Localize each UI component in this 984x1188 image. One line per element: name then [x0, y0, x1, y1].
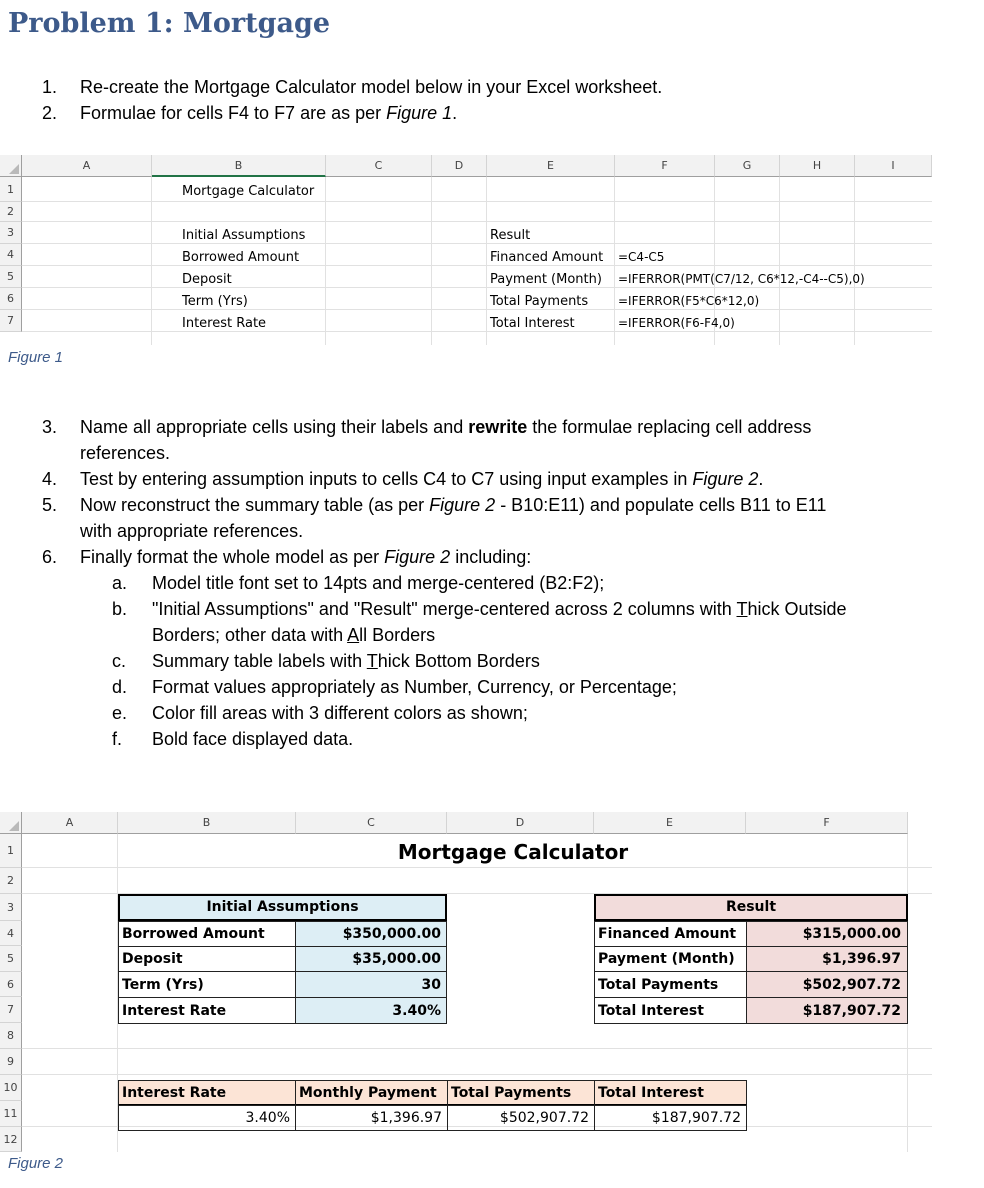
substep-text: Bold face displayed data. [152, 729, 354, 749]
step-item [42, 492, 942, 544]
summary-monthly-payment-label[interactable]: Monthly Payment [299, 1085, 437, 1101]
substep-text: Summary table labels with [152, 651, 367, 671]
gridline [779, 177, 780, 345]
col-header[interactable]: A [22, 812, 118, 834]
col-header[interactable]: D [432, 155, 487, 177]
step-text: Formulae for cells F4 to F7 are as per [80, 103, 387, 123]
steps-list-a [42, 74, 662, 126]
substep-letter: b. [112, 599, 128, 619]
term-value[interactable]: 30 [421, 977, 441, 993]
step-number: 1. [42, 77, 58, 97]
step-text-line2: references. [80, 443, 171, 463]
interest-rate-value[interactable]: 3.40% [392, 1003, 441, 1019]
col-header[interactable]: F [615, 155, 715, 177]
gridline [22, 331, 932, 332]
summary-monthly-payment-value[interactable]: $1,396.97 [370, 1110, 442, 1126]
substep-letter: e. [112, 703, 128, 723]
substep-item [112, 726, 942, 752]
substep-letter: a. [112, 573, 128, 593]
row-header[interactable]: 2 [0, 868, 22, 894]
cell-e4[interactable]: Financed Amount [490, 250, 604, 265]
step-text-end: . [452, 103, 458, 123]
step-text-end: . [758, 469, 764, 489]
step-number: 5. [42, 495, 58, 515]
substep-item [112, 700, 942, 726]
cell-e5[interactable]: Payment (Month) [490, 272, 602, 287]
substep-item [112, 570, 942, 596]
step-number: 3. [42, 417, 58, 437]
page-title: Problem 1: Mortgage [8, 8, 330, 39]
substep-item [112, 596, 942, 648]
step-text: Name all appropriate cells using their labels and [80, 417, 469, 437]
deposit-value[interactable]: $35,000.00 [352, 951, 441, 967]
step-item [42, 74, 662, 100]
underlined-letter: T [736, 599, 748, 619]
steps-list-b [42, 414, 942, 752]
substep-text: Format values appropriately as Number, Currency, or Percentage; [152, 677, 677, 697]
summary-total-interest-label[interactable]: Total Interest [598, 1085, 704, 1101]
figure-ref: Figure 2 [429, 495, 496, 515]
gridline [22, 867, 932, 868]
step-bold: rewrite [468, 417, 528, 437]
row-header[interactable]: 7 [0, 997, 22, 1023]
substep-text-end: ll Borders [359, 625, 436, 645]
col-header[interactable]: D [447, 812, 594, 834]
row-header[interactable]: 3 [0, 894, 22, 921]
substep-text: "Initial Assumptions" and "Result" merge-centered across 2 columns with [152, 599, 737, 619]
deposit-label[interactable]: Deposit [122, 951, 183, 967]
figure1-sheet [0, 155, 932, 345]
payment-month-value[interactable]: $1,396.97 [822, 951, 901, 967]
row-header[interactable]: 5 [0, 266, 22, 288]
cell-f5[interactable]: =IFERROR(PMT(C7/12, C6*12,-C4--C5),0) [618, 272, 865, 286]
gridline [22, 309, 932, 310]
figure1-caption: Figure 1 [8, 349, 64, 366]
col-header[interactable]: A [22, 155, 152, 177]
step-item [42, 100, 662, 126]
step-text: Finally format the whole model as per [80, 547, 385, 567]
col-header[interactable]: B [118, 812, 296, 834]
figure2-caption: Figure 2 [8, 1155, 64, 1172]
step-number: 4. [42, 469, 58, 489]
row-header[interactable]: 12 [0, 1127, 22, 1152]
cell-f7[interactable]: =IFERROR(F6-F4,0) [618, 316, 735, 330]
figure-ref: Figure 2 [384, 547, 451, 567]
financed-amount-label[interactable]: Financed Amount [598, 926, 737, 942]
gridline [22, 1048, 932, 1049]
gridline [22, 243, 932, 244]
summary-interest-rate-label[interactable]: Interest Rate [122, 1085, 227, 1101]
substep-item [112, 674, 942, 700]
col-header[interactable]: F [746, 812, 908, 834]
row-header[interactable]: 6 [0, 288, 22, 310]
row-header[interactable]: 1 [0, 177, 22, 202]
substeps-list [112, 570, 942, 752]
gridline [22, 201, 932, 202]
cell-f6[interactable]: =IFERROR(F5*C6*12,0) [618, 294, 760, 308]
cell-b3[interactable]: Initial Assumptions [182, 228, 306, 243]
total-payments-value[interactable]: $502,907.72 [802, 977, 901, 993]
step-item [42, 414, 942, 466]
summary-total-payments-label[interactable]: Total Payments [451, 1085, 572, 1101]
result-header[interactable]: Result [725, 899, 777, 915]
financed-amount-value[interactable]: $315,000.00 [802, 926, 901, 942]
col-header[interactable]: C [326, 155, 432, 177]
interest-rate-label[interactable]: Interest Rate [122, 1003, 227, 1019]
select-all-corner[interactable] [0, 812, 22, 834]
borrowed-amount-value[interactable]: $350,000.00 [342, 926, 441, 942]
underlined-letter: T [366, 651, 378, 671]
underlined-letter: A [347, 625, 360, 645]
gridline [22, 221, 932, 222]
summary-total-payments-value[interactable]: $502,907.72 [499, 1110, 589, 1126]
cell-b5[interactable]: Deposit [182, 272, 232, 287]
gridline [854, 177, 855, 345]
gridline [486, 177, 487, 345]
cell-e6[interactable]: Total Payments [490, 294, 589, 309]
step-item [42, 466, 942, 492]
gridline [325, 177, 326, 345]
row-header[interactable]: 3 [0, 222, 22, 244]
gridline [614, 177, 615, 345]
step-text-end: including: [450, 547, 532, 567]
substep-letter: c. [112, 651, 127, 671]
borrowed-amount-label[interactable]: Borrowed Amount [122, 926, 265, 942]
total-interest-label[interactable]: Total Interest [598, 1003, 704, 1019]
model-title[interactable]: Mortgage Calculator [397, 840, 629, 864]
gridline [22, 1074, 932, 1075]
step-text-end: the formulae replacing cell address [527, 417, 812, 437]
cell-e3[interactable]: Result [490, 228, 531, 243]
term-label[interactable]: Term (Yrs) [122, 977, 204, 993]
row-header[interactable]: 4 [0, 921, 22, 946]
gridline [151, 177, 152, 345]
row-header[interactable]: 1 [0, 834, 22, 868]
col-header[interactable]: B [152, 155, 326, 177]
step-text: Test by entering assumption inputs to cells C4 to C7 using input examples in [80, 469, 693, 489]
cell-b1[interactable]: Mortgage Calculator [182, 184, 315, 199]
substep-item [112, 648, 942, 674]
summary-total-interest-value[interactable]: $187,907.72 [651, 1110, 741, 1126]
col-header[interactable]: C [296, 812, 447, 834]
step-number: 6. [42, 547, 58, 567]
substep-letter: f. [112, 729, 123, 749]
col-header[interactable]: G [715, 155, 780, 177]
figure2-sheet [0, 812, 932, 1152]
assumptions-header[interactable]: Initial Assumptions [206, 899, 359, 915]
step-text: Now reconstruct the summary table (as per [80, 495, 430, 515]
step-text: Re-create the Mortgage Calculator model below in your Excel worksheet. [80, 77, 663, 97]
step-text-line2: with appropriate references. [80, 521, 304, 541]
figure-ref: Figure 2 [692, 469, 759, 489]
row-header[interactable]: 9 [0, 1049, 22, 1075]
row-header[interactable]: 2 [0, 202, 22, 222]
cell-b4[interactable]: Borrowed Amount [182, 250, 300, 265]
summary-interest-rate-value[interactable]: 3.40% [245, 1110, 290, 1126]
row-header[interactable]: 6 [0, 972, 22, 997]
cell-b6[interactable]: Term (Yrs) [182, 294, 248, 309]
select-all-corner[interactable] [0, 155, 22, 177]
row-header[interactable]: 10 [0, 1075, 22, 1101]
gridline [22, 287, 932, 288]
substep-text: Color fill areas with 3 different colors as shown; [152, 703, 528, 723]
col-header[interactable]: E [594, 812, 746, 834]
substep-letter: d. [112, 677, 128, 697]
total-payments-label[interactable]: Total Payments [598, 977, 719, 993]
step-item [42, 544, 942, 752]
substep-text-mid: hick Outside [747, 599, 847, 619]
col-header[interactable]: I [855, 155, 932, 177]
substep-text: Model title font set to 14pts and merge-centered (B2:F2); [152, 573, 605, 593]
step-text-end: - B10:E11) and populate cells B11 to E11 [495, 495, 827, 515]
row-header[interactable]: 4 [0, 244, 22, 266]
gridline [22, 265, 932, 266]
step-number: 2. [42, 103, 58, 123]
cell-b7[interactable]: Interest Rate [182, 316, 267, 331]
row-header[interactable]: 8 [0, 1023, 22, 1049]
row-header[interactable]: 7 [0, 310, 22, 332]
col-header[interactable]: H [780, 155, 855, 177]
payment-month-label[interactable]: Payment (Month) [598, 951, 735, 967]
gridline [431, 177, 432, 345]
row-header[interactable]: 11 [0, 1101, 22, 1127]
figure-ref: Figure 1 [386, 103, 453, 123]
substep-text-line2: Borders; other data with [152, 625, 348, 645]
substep-text-end: hick Bottom Borders [377, 651, 540, 671]
cell-f4[interactable]: =C4-C5 [618, 250, 665, 264]
cell-e7[interactable]: Total Interest [490, 316, 575, 331]
total-interest-value[interactable]: $187,907.72 [802, 1003, 901, 1019]
col-header[interactable]: E [487, 155, 615, 177]
row-header[interactable]: 5 [0, 946, 22, 972]
